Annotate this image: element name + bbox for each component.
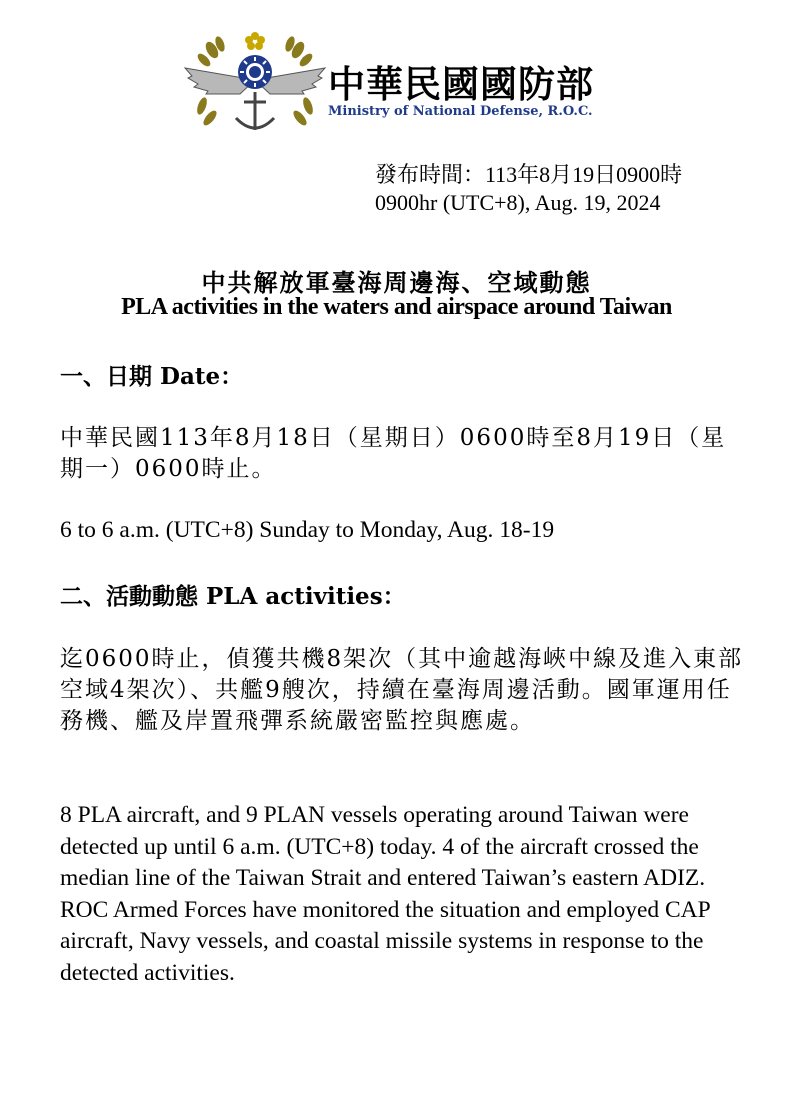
section-activities-text-en: 8 PLA aircraft, and 9 PLAN vessels operating around Taiwan were detected up until 6 a.m. (UTC+8) today. 4 of the aircraft crossed the median line of the Taiwan Strait and entered Taiwan’s eastern ADIZ. ROC Armed Forces have monitored the situation and employed CAP aircraft, Navy vessels, and coastal missile systems in response to the detected activities. — [60, 802, 710, 986]
section-date-text-zh: 中華民國113年8月18日（星期日）0600時至8月19日（星期一）0600時止。 — [60, 425, 727, 482]
release-time-en: 0900hr (UTC+8), Aug. 19, 2024 — [375, 190, 661, 215]
org-name-en: Ministry of National Defense, R.O.C. — [328, 104, 593, 119]
section-activities-heading: 二、活動動態 PLA activities： — [60, 583, 406, 610]
section-date-heading: 一、日期 Date： — [60, 363, 244, 390]
section-activities-text-zh: 迄0600時止，偵獲共機8架次（其中逾越海峽中線及進入東部空域4架次）、共艦9艘次，持續在臺海周邊活動。國軍運用任務機、艦及岸置飛彈系統嚴密監控與應處。 — [60, 646, 744, 734]
org-name-zh: 中華民國國防部 — [328, 63, 594, 106]
release-time-zh: 發布時間：113年8月19日0900時 — [375, 162, 683, 187]
mnd-emblem-icon — [180, 30, 330, 140]
document-title-en: PLA activities in the waters and airspace around Taiwan — [121, 294, 672, 320]
document-title-zh: 中共解放軍臺海周邊海、空域動態 — [201, 268, 592, 297]
section-date-text-en: 6 to 6 a.m. (UTC+8) Sunday to Monday, Aug. 18-19 — [60, 517, 555, 543]
